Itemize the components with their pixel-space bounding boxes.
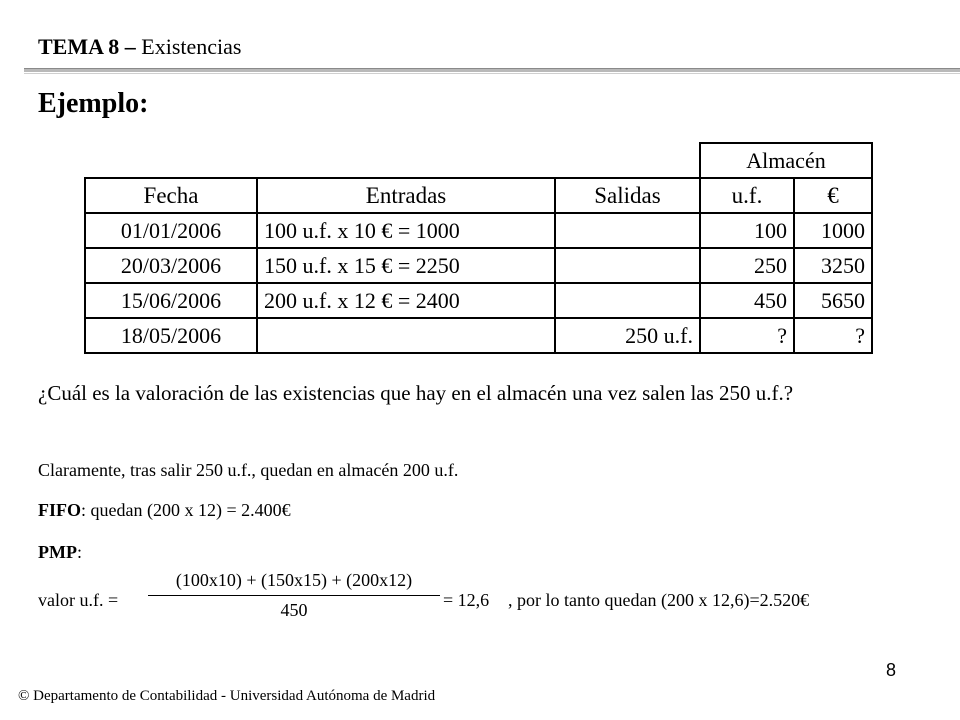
cell-uf: 250 bbox=[700, 248, 794, 283]
cell-fecha: 18/05/2006 bbox=[85, 318, 257, 353]
table-row bbox=[85, 213, 872, 248]
topic-label: Existencias bbox=[141, 34, 242, 59]
table-row bbox=[85, 318, 872, 353]
table-group-row bbox=[85, 143, 872, 178]
footer-copyright: © Departamento de Contabilidad - Universidad Autónoma de Madrid bbox=[18, 688, 436, 704]
column-header-fecha: Fecha bbox=[85, 178, 257, 213]
almacen-header: Almacén bbox=[700, 143, 872, 178]
header-divider-shadow bbox=[24, 73, 960, 74]
cell-salidas bbox=[555, 248, 700, 283]
cell-salidas bbox=[555, 213, 700, 248]
cell-salidas: 250 u.f. bbox=[555, 318, 700, 353]
fifo-line bbox=[38, 500, 291, 521]
page-number: 8 bbox=[886, 660, 897, 680]
cell-euro: 3250 bbox=[794, 248, 872, 283]
slide-header bbox=[38, 34, 242, 60]
cell-salidas bbox=[555, 283, 700, 318]
formula-conclusion: , por lo tanto quedan (200 x 12,6)=2.520€ bbox=[508, 590, 810, 610]
statement-text: Claramente, tras salir 250 u.f., quedan en almacén 200 u.f. bbox=[38, 460, 459, 480]
cell-fecha: 01/01/2006 bbox=[85, 213, 257, 248]
pmp-text: : bbox=[76, 542, 82, 562]
inventory-table bbox=[84, 142, 873, 354]
pmp-label: PMP bbox=[38, 542, 77, 562]
cell-entradas: 100 u.f. x 10 € = 1000 bbox=[257, 213, 555, 248]
cell-entradas: 150 u.f. x 15 € = 2250 bbox=[257, 248, 555, 283]
column-header-euro: € bbox=[794, 178, 872, 213]
fifo-label: FIFO bbox=[38, 500, 81, 520]
page-title: Ejemplo: bbox=[38, 88, 149, 119]
cell-entradas bbox=[257, 318, 555, 353]
formula-numerator: (100x10) + (150x15) + (200x12) bbox=[175, 570, 413, 590]
cell-euro: 1000 bbox=[794, 213, 872, 248]
cell-entradas: 200 u.f. x 12 € = 2400 bbox=[257, 283, 555, 318]
formula-denominator: 450 bbox=[280, 600, 308, 620]
tema-label: TEMA 8 – bbox=[38, 34, 136, 59]
table-row bbox=[85, 248, 872, 283]
cell-fecha: 20/03/2006 bbox=[85, 248, 257, 283]
table-row bbox=[85, 283, 872, 318]
column-header-uf: u.f. bbox=[700, 178, 794, 213]
column-header-entradas: Entradas bbox=[257, 178, 555, 213]
cell-uf: ? bbox=[700, 318, 794, 353]
cell-fecha: 15/06/2006 bbox=[85, 283, 257, 318]
column-header-salidas: Salidas bbox=[555, 178, 700, 213]
header-divider bbox=[24, 68, 960, 72]
table-header-row bbox=[85, 178, 872, 213]
question-text: ¿Cuál es la valoración de las existencias que hay en el almacén una vez salen las 250 u.f.? bbox=[38, 381, 794, 405]
cell-uf: 450 bbox=[700, 283, 794, 318]
formula-fraction bbox=[148, 570, 440, 621]
cell-uf: 100 bbox=[700, 213, 794, 248]
cell-euro: 5650 bbox=[794, 283, 872, 318]
pmp-line bbox=[38, 542, 82, 563]
cell-euro: ? bbox=[794, 318, 872, 353]
formula-result: = 12,6 bbox=[443, 590, 490, 610]
fraction-bar bbox=[148, 595, 440, 596]
fifo-text: : quedan (200 x 12) = 2.400€ bbox=[81, 500, 291, 520]
formula-lhs: valor u.f. = bbox=[38, 590, 119, 610]
